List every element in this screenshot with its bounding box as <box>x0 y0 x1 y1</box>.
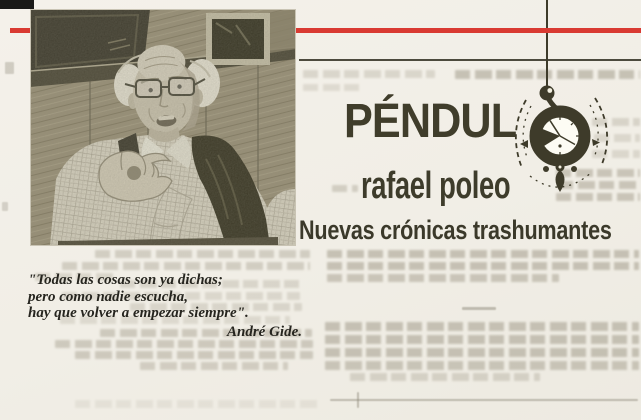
quote-line: "Todas las cosas son ya dichas; <box>28 272 223 288</box>
header-rule <box>299 59 641 61</box>
ghost-text-line <box>327 262 639 270</box>
ghost-text-line <box>325 348 639 357</box>
quote-attribution: André Gide. <box>227 323 302 340</box>
ghost-text-line <box>330 399 638 401</box>
author-name: rafael poleo <box>361 165 511 207</box>
scan-edge-mark <box>0 0 34 9</box>
ghost-text-line <box>2 202 8 211</box>
ghost-text-line <box>62 262 310 270</box>
ghost-text-line <box>55 340 313 348</box>
ghost-text-line <box>462 307 496 310</box>
ghost-text-line <box>325 335 639 344</box>
ghost-text-line <box>327 274 559 282</box>
column-title: Nuevas crónicas trashumantes <box>299 215 612 245</box>
pendulum-string <box>546 0 548 88</box>
ghost-text-line <box>75 400 320 408</box>
ghost-text-line <box>350 373 540 381</box>
ghost-text-line <box>5 62 14 74</box>
masthead-title: PÉNDUL <box>344 95 517 148</box>
ghost-text-line <box>332 185 358 192</box>
ghost-text-line <box>303 84 363 91</box>
ghost-text-line <box>95 250 310 258</box>
ghost-text-line <box>325 322 639 331</box>
quote-line: hay que volver a empezar siempre". <box>28 305 249 321</box>
pendulum-clock-icon <box>504 80 612 206</box>
portrait-photo <box>30 9 296 246</box>
quote-line: pero como nadie escucha, <box>28 288 188 305</box>
portrait-photo-art <box>30 9 296 246</box>
quote-block <box>28 272 306 340</box>
ghost-text-line <box>325 361 639 370</box>
ghost-text-line <box>140 362 288 370</box>
ghost-text-line <box>75 351 313 359</box>
ghost-text-line <box>357 392 359 408</box>
ghost-text-line <box>327 250 639 258</box>
ghost-text-line <box>303 70 435 78</box>
